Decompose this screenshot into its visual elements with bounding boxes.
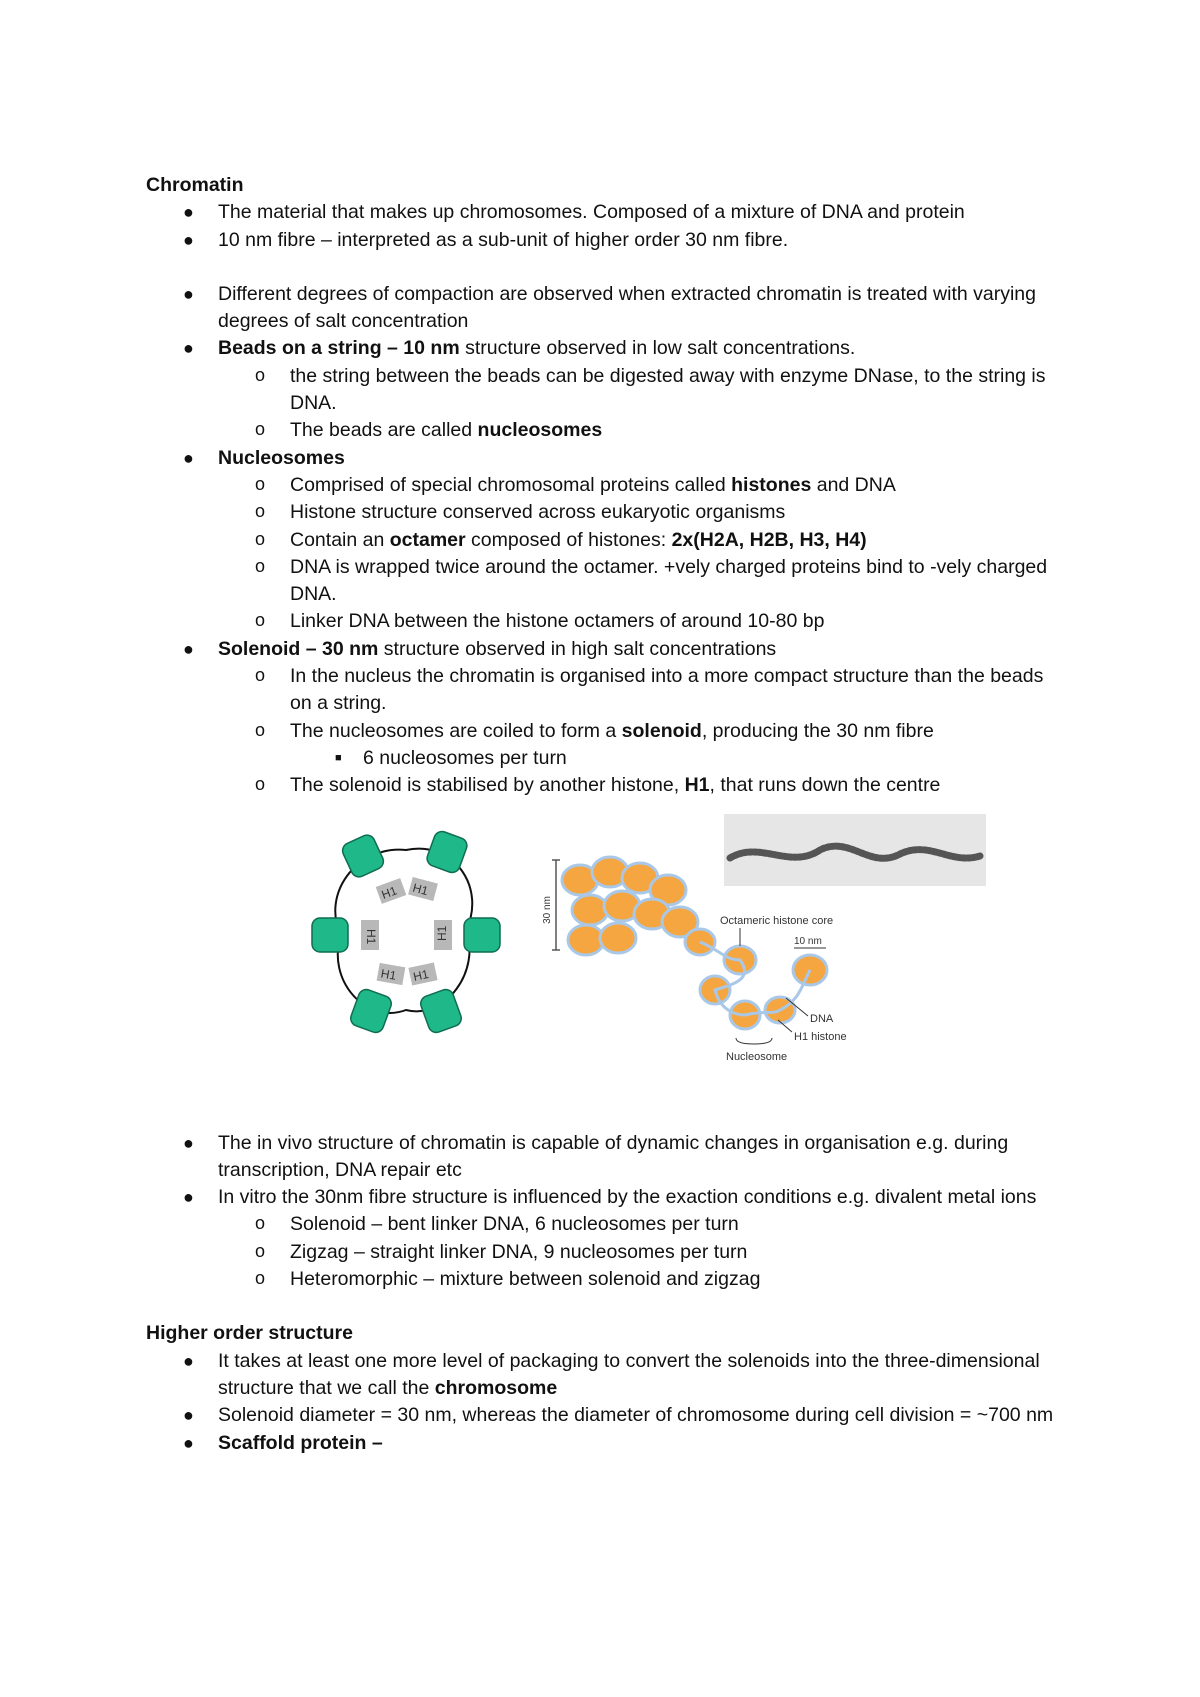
h1-label: H1 bbox=[379, 883, 399, 902]
solenoid-figure bbox=[146, 800, 1066, 1130]
sub-bullet-item: o In the nucleus the chromatin is organised into a more compact structure than the beads on a string. bbox=[255, 665, 1044, 715]
scale-30nm-label: 30 nm bbox=[542, 895, 553, 924]
bullet-item: ● Beads on a string – 10 nm structure observed in low salt concentrations. bbox=[183, 337, 856, 360]
sub-bullet-item: o Linker DNA between the histone octamers of around 10-80 bp bbox=[255, 610, 825, 633]
sub-bullet-item: o The solenoid is stabilised by another histone, H1, that runs down the centre bbox=[255, 774, 941, 797]
sub-bullet-item: o Comprised of special chromosomal proteins called histones and DNA bbox=[255, 473, 896, 496]
sub-bullet-item: o Heteromorphic – mixture between solenoid and zigzag bbox=[255, 1268, 761, 1291]
solenoid-diagram bbox=[306, 820, 506, 1050]
sub-bullet-item: o Histone structure conserved across eukaryotic organisms bbox=[255, 501, 786, 524]
heading-chromatin: Chromatin bbox=[146, 174, 244, 196]
sub-bullet-item: o Contain an octamer composed of histones: 2x(H2A, H2B, H3, H4) bbox=[255, 528, 867, 551]
sub-sub-bullet-item: ■ 6 nucleosomes per turn bbox=[335, 746, 567, 769]
bullet-item: ● Solenoid diameter = 30 nm, whereas the diameter of chromosome during cell division = ~700 nm bbox=[183, 1404, 1054, 1427]
bullet-item: ● Scaffold protein – bbox=[183, 1431, 383, 1454]
bullet-item: ● Solenoid – 30 nm structure observed in high salt concentrations bbox=[183, 637, 777, 660]
sub-bullet-item: o The nucleosomes are coiled to form a solenoid, producing the 30 nm fibre bbox=[255, 719, 934, 742]
bullet-item: ● It takes at least one more level of packaging to convert the solenoids into the three-dimensional structure that we call the chromosome bbox=[183, 1349, 1040, 1399]
fibre-illustration bbox=[540, 810, 990, 1070]
h1-label: H1 bbox=[411, 880, 430, 898]
bullet-item: ● In vitro the 30nm fibre structure is influenced by the exaction conditions e.g. divalent metal ions bbox=[183, 1186, 1037, 1209]
h1-label: H1 bbox=[364, 928, 378, 944]
dna-label: DNA bbox=[810, 1012, 834, 1025]
h1-segments bbox=[361, 876, 452, 985]
sub-bullet-item: o the string between the beads can be digested away with enzyme DNase, to the string is DNA. bbox=[255, 364, 1046, 415]
scale-10nm-label: 10 nm bbox=[794, 935, 822, 947]
sub-bullet-item: o Zigzag – straight linker DNA, 9 nucleosomes per turn bbox=[255, 1240, 748, 1263]
h1-label: H1 bbox=[379, 965, 398, 983]
h1-histone-label: H1 histone bbox=[794, 1030, 847, 1043]
bullet-item: ● The in vivo structure of chromatin is capable of dynamic changes in organisation e.g. during transcription, DNA repair etc bbox=[183, 1131, 1009, 1181]
bullet-item: ● The material that makes up chromosomes. Composed of a mixture of DNA and protein bbox=[183, 201, 965, 224]
nucleosome-label: Nucleosome bbox=[726, 1050, 788, 1063]
heading-higher-order: Higher order structure bbox=[146, 1322, 353, 1345]
bullet-item: ● Different degrees of compaction are observed when extracted chromatin is treated with varying degrees of salt concentration bbox=[183, 282, 1036, 333]
sub-bullet-item: o DNA is wrapped twice around the octamer. +vely charged proteins bind to -vely charged DNA. bbox=[255, 555, 1048, 606]
sub-bullet-item: o Solenoid – bent linker DNA, 6 nucleosomes per turn bbox=[255, 1213, 739, 1236]
h1-label: H1 bbox=[435, 925, 449, 941]
octameric-core-label: Octameric histone core bbox=[720, 914, 834, 927]
bullet-item: ● 10 nm fibre – interpreted as a sub-unit of higher order 30 nm fibre. bbox=[183, 228, 789, 251]
bullet-item: ● Nucleosomes bbox=[183, 446, 345, 469]
h1-label: H1 bbox=[411, 966, 430, 984]
nucleosome-cylinders bbox=[312, 829, 500, 1034]
sub-bullet-item: o The beads are called nucleosomes bbox=[255, 419, 603, 442]
document-content bbox=[146, 172, 1066, 1457]
